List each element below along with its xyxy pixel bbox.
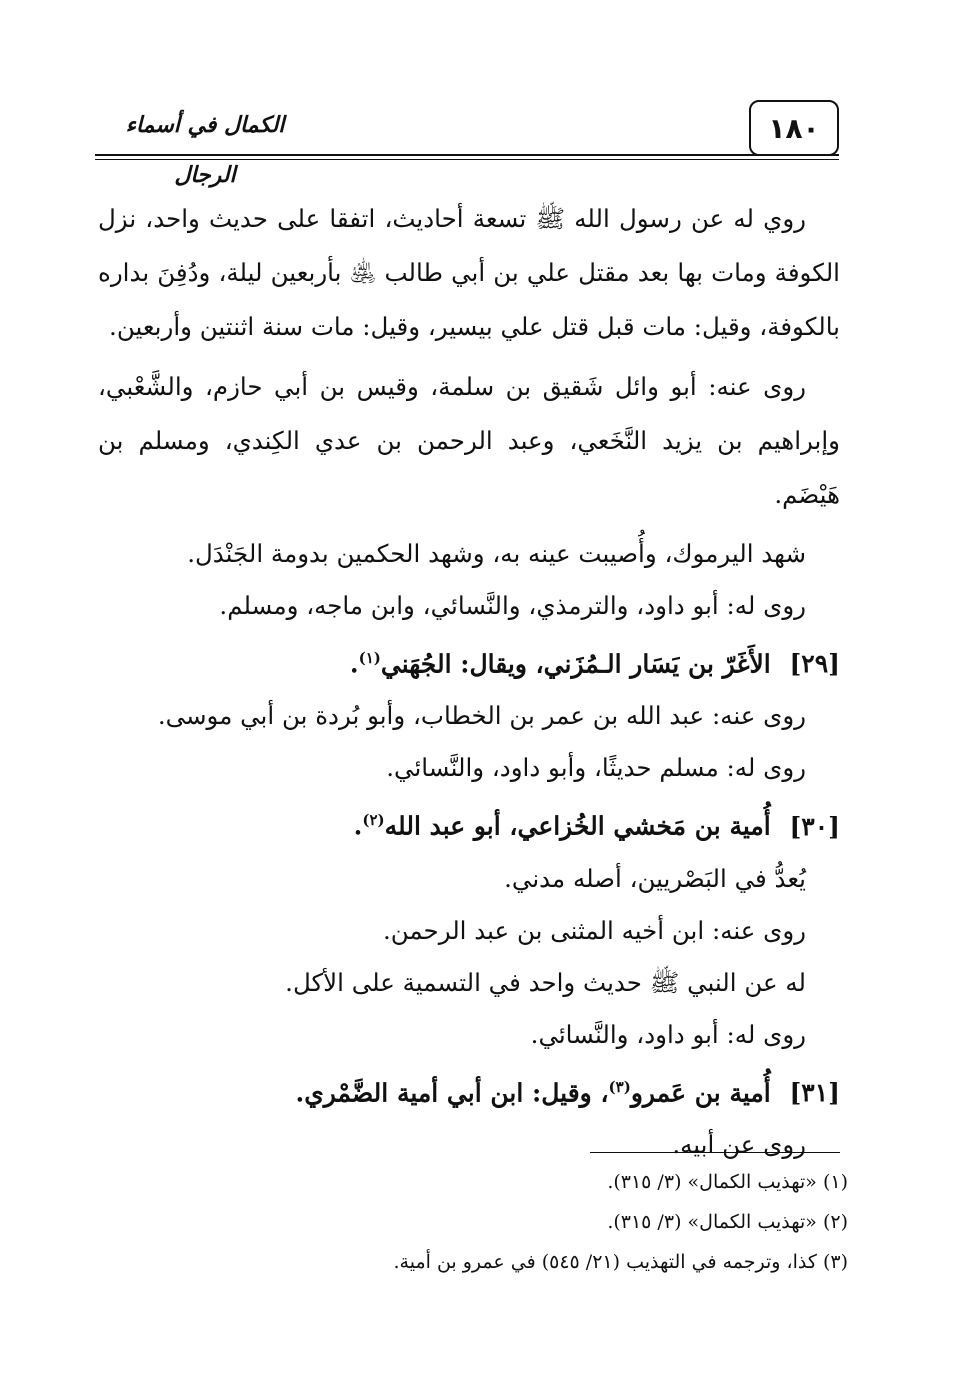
entry-title: الأَغَرّ بن يَسَار الـمُزَني، ويقال: الجُهَني [380, 649, 771, 679]
footnote-ref: (٢) [362, 811, 385, 830]
line-yarmouk: شهد اليرموك، وأُصيبت عينه به، وشهد الحكمين بدومة الجَنْدَل. [187, 539, 806, 568]
line-narrators-30: روى عنه: ابن أخيه المثنى بن عبد الرحمن. [382, 915, 806, 945]
page-body [98, 192, 840, 1171]
entry-30-heading: [٣٠] أُمية بن مَخشي الخُزاعي، أبو عبد الله$^{(٢)}$. [353, 811, 840, 841]
header-rule [95, 154, 839, 156]
line-narrated-by-29: روى له: مسلم حديثًا، وأبو داود، والنَّسائي. [386, 753, 806, 783]
entry-number: [٣٠] [789, 811, 840, 841]
line-basrans: يُعدُّ في البَصْريين، أصله مدني. [504, 863, 806, 893]
entry-title-cont: ، وقيل: ابن أبي أمية الضَّمْري. [295, 1077, 609, 1107]
line-narrators-29: روى عنه: عبد الله بن عمر بن الخطاب، وأبو بُردة بن أبي موسى. [157, 701, 806, 731]
entry-title: أُمية بن مَخشي الخُزاعي، أبو عبد الله [384, 811, 771, 841]
entry-29-heading: [٢٩] الأَغَرّ بن يَسَار الـمُزَني، ويقال: الجُهَني$^{(١)}$. [349, 649, 840, 679]
footnote-ref: (٣) [608, 1077, 631, 1096]
line-hadith-count: له عن النبي ﷺ حديث واحد في التسمية على الأكل. [285, 967, 806, 997]
paragraph-biography: روي له عن رسول الله ﷺ تسعة أحاديث، اتفقا على حديث واحد، نزل الكوفة ومات بها بعد مقتل علي بن أبي طالب ﵁ بأربعين ليلة، ودُفِنَ بداره بالكوفة، وقيل: مات قبل قتل علي بيسير، وقيل: مات سنة اثنتين وأربعين. [98, 204, 840, 341]
entry-number: [٢٩] [789, 649, 840, 679]
line-narrated-by: روى له: أبو داود، والترمذي، والنَّسائي، وابن ماجه، ومسلم. [219, 591, 806, 620]
footnote-ref: (١) [358, 649, 381, 667]
footnote-1: (١) «تهذيب الكمال» (٣/ ٣١٥). [607, 1171, 848, 1193]
header-rule-thin [95, 159, 839, 160]
paragraph-narrators: روى عنه: أبو وائل شَقيق بن سلمة، وقيس بن أبي حازم، والشَّعْبي، وإبراهيم بن يزيد النَّخَعي، وعبد الرحمن بن عدي الكِندي، ومسلم بن هَيْضَم. [98, 372, 840, 509]
line-narrated-by-30: روى له: أبو داود، والنَّسائي. [530, 1019, 806, 1049]
footnote-3: (٣) كذا، وترجمه في التهذيب (٢١/ ٥٤٥) في عمرو بن أمية. [393, 1251, 848, 1273]
entry-title: أُمية بن عَمرو [630, 1077, 771, 1107]
page-number: ١٨٠ [749, 100, 839, 156]
entry-31-heading [98, 1061, 840, 1119]
entry-number: [٣١] [789, 1077, 840, 1107]
line-narrates-from-father: روى عن أبيه. [672, 1129, 806, 1159]
footnote-separator [590, 1152, 840, 1153]
book-title: الكمال في أسماء الرجال [125, 112, 285, 188]
footnote-2: (٢) «تهذيب الكمال» (٣/ ٣١٥). [607, 1211, 848, 1233]
footnotes [98, 1162, 848, 1282]
page-header [95, 96, 839, 188]
